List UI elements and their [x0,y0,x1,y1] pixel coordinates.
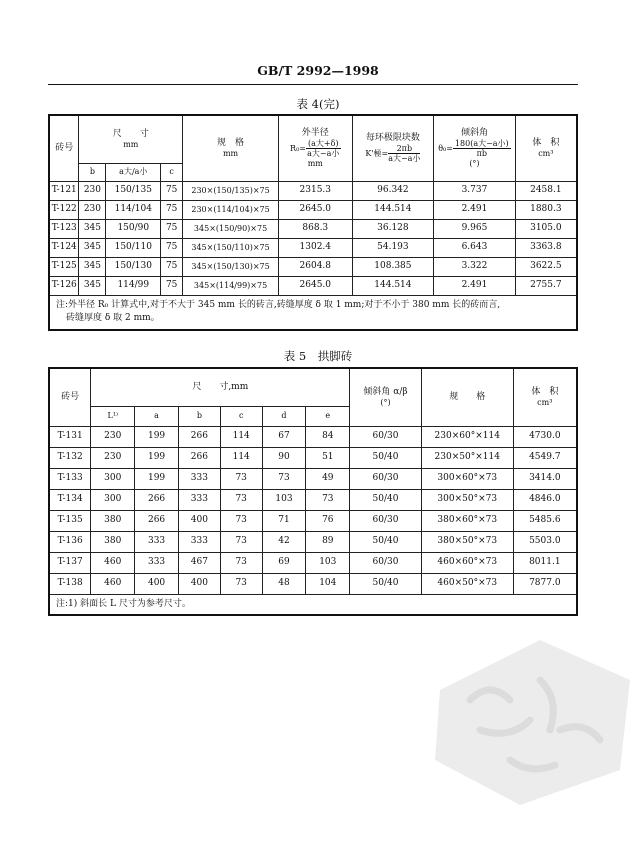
t4-h-blocks [352,115,434,181]
t5-h-angle-label: 倾斜角 α/β [363,387,408,398]
t5-cell-volume: 5485.6 [513,510,577,531]
t4-cell-outer-radius: 2604.8 [278,257,352,276]
table4-row [49,200,577,219]
t4-cell-a: 150/130 [106,257,161,276]
t5-cell-c: 114 [220,426,262,447]
t4-cell-a: 150/110 [106,238,161,257]
table5-row [49,468,577,489]
t5-cell-volume: 8011.1 [513,552,577,573]
t5-cell-e: 76 [306,510,350,531]
t5-cell-volume: 3414.0 [513,468,577,489]
t5-h-volume-label: 体 积 [531,387,559,398]
t4-cell-spec: 230×(150/135)×75 [183,181,279,200]
seal-shape [435,640,630,805]
t5-cell-volume: 7877.0 [513,573,577,594]
t4-cell-angle: 2.491 [434,200,516,219]
t5-cell-b: 467 [178,552,220,573]
table5-row [49,573,577,594]
t4-h-size-label: 尺 寸 [112,129,149,140]
table4-caption: 表 4(完) [296,97,340,111]
t4-cell-c: 75 [161,257,183,276]
t5-cell-spec: 300×50°×73 [421,489,513,510]
t5-cell-angle: 60/30 [350,510,422,531]
t4-cell-b: 230 [79,200,106,219]
t5-cell-d: 69 [262,552,306,573]
t5-cell-b: 266 [178,426,220,447]
t4-cell-a: 150/135 [106,181,161,200]
t5-cell-spec: 460×60°×73 [421,552,513,573]
t4-cell-brick-no: T-124 [49,238,79,257]
t5-cell-brick-no: T-136 [49,531,91,552]
t4-cell-brick-no: T-122 [49,200,79,219]
t5-cell-b: 400 [178,510,220,531]
t4-h-spec-unit: mm [222,148,239,158]
t4-h-a-formula-den: πb [476,149,487,159]
t5-cell-c: 73 [220,531,262,552]
t5-cell-d: 42 [262,531,306,552]
seal-watermark [420,620,636,810]
t4-h-volume [515,115,577,181]
t4-cell-blocks: 96.342 [352,181,434,200]
table5-row [49,426,577,447]
table5-caption: 表 5 拱脚砖 [283,349,353,363]
table4-note [49,295,577,330]
t4-cell-volume: 2755.7 [515,276,577,295]
t5-cell-a: 199 [135,426,179,447]
t4-cell-spec: 345×(150/90)×75 [183,219,279,238]
t5-cell-angle: 60/30 [350,426,422,447]
t4-h-angle-unit: (°) [469,158,480,168]
t5-cell-c: 73 [220,510,262,531]
t5-h-angle [350,368,422,426]
t5-h-spec: 规 格 [421,368,513,426]
t5-h-e: e [306,406,350,426]
t5-cell-L: 460 [91,552,135,573]
t4-cell-c: 75 [161,181,183,200]
table4-row [49,276,577,295]
t4-h-outer-radius [278,115,352,181]
table5-note: 注:1) 斜面长 L 尺寸为参考尺寸。 [49,594,577,615]
t4-cell-blocks: 144.514 [352,276,434,295]
t4-h-size-unit: mm [123,139,139,149]
table4-note-line2: 砖缝厚度 δ 取 2 mm。 [66,313,160,324]
t5-cell-brick-no: T-131 [49,426,91,447]
t4-h-r-formula-den: a大−a小 [307,149,340,159]
t5-cell-a: 333 [135,552,179,573]
t5-h-L: L¹⁾ [91,406,135,426]
t5-cell-spec: 460×50°×73 [421,573,513,594]
t5-cell-c: 73 [220,468,262,489]
t5-cell-c: 73 [220,552,262,573]
t4-h-a-formula-num: 180(a大−a小) [454,138,509,148]
t4-h-brick-no: 砖号 [49,115,79,181]
t5-cell-a: 199 [135,447,179,468]
t5-cell-e: 103 [306,552,350,573]
t4-cell-volume: 3363.8 [515,238,577,257]
t4-cell-c: 75 [161,219,183,238]
t5-cell-c: 73 [220,573,262,594]
t5-h-d: d [262,406,306,426]
t5-cell-L: 460 [91,573,135,594]
t4-cell-brick-no: T-121 [49,181,79,200]
t5-cell-volume: 4730.0 [513,426,577,447]
t4-h-volume-label: 体 积 [532,138,560,149]
t5-cell-d: 90 [262,447,306,468]
t5-cell-L: 380 [91,510,135,531]
t4-cell-volume: 3105.0 [515,219,577,238]
t4-cell-brick-no: T-126 [49,276,79,295]
t4-cell-c: 75 [161,238,183,257]
t5-cell-L: 380 [91,531,135,552]
t5-cell-angle: 50/40 [350,573,422,594]
t4-cell-c: 75 [161,200,183,219]
t5-cell-e: 89 [306,531,350,552]
t5-h-angle-unit: (°) [380,397,391,407]
t5-h-volume [513,368,577,426]
t4-h-outer-radius-unit: mm [307,158,323,168]
table5-row [49,510,577,531]
t4-cell-volume: 3622.5 [515,257,577,276]
t4-cell-a: 114/99 [106,276,161,295]
t5-h-b: b [178,406,220,426]
t4-cell-outer-radius: 2645.0 [278,276,352,295]
t5-cell-angle: 60/30 [350,552,422,573]
t4-h-spec-label: 规 格 [217,138,245,149]
t4-h-outer-radius-label: 外半径 [301,127,329,138]
t5-cell-brick-no: T-137 [49,552,91,573]
t5-cell-brick-no: T-138 [49,573,91,594]
t5-cell-d: 67 [262,426,306,447]
t4-cell-spec: 345×(150/110)×75 [183,238,279,257]
t4-cell-a: 150/90 [106,219,161,238]
t4-cell-brick-no: T-123 [49,219,79,238]
t4-h-spec [183,115,279,181]
t4-cell-outer-radius: 2645.0 [278,200,352,219]
t4-h-r-formula-num: (a大+δ) [307,138,339,148]
t4-cell-angle: 2.491 [434,276,516,295]
t4-cell-b: 230 [79,181,106,200]
t5-cell-brick-no: T-133 [49,468,91,489]
t5-cell-d: 48 [262,573,306,594]
table4-note-line1: 注:外半径 R₀ 计算式中,对于不大于 345 mm 长的砖言,砖缝厚度 δ 取 1 mm;对于不小于 380 mm 长的砖而言, [56,299,501,310]
t5-cell-volume: 4846.0 [513,489,577,510]
t5-cell-volume: 5503.0 [513,531,577,552]
t4-cell-b: 345 [79,257,106,276]
t4-h-angle-label: 倾斜角 [460,127,488,138]
t4-cell-c: 75 [161,276,183,295]
t5-cell-angle: 60/30 [350,468,422,489]
t4-h-a-formula-left: θ₀= [438,143,453,153]
table5-row [49,531,577,552]
t4-h-k-formula-left: K'極= [365,148,389,158]
t5-cell-e: 49 [306,468,350,489]
t5-cell-c: 114 [220,447,262,468]
t4-h-blocks-label: 每环极限块数 [365,132,420,143]
header-rule [48,84,578,85]
t4-cell-spec: 345×(114/99)×75 [183,276,279,295]
table4-row [49,219,577,238]
table4-row [49,238,577,257]
t5-h-c: c [220,406,262,426]
t4-h-c: c [161,163,183,181]
t5-cell-volume: 4549.7 [513,447,577,468]
t5-cell-b: 333 [178,468,220,489]
t5-cell-angle: 50/40 [350,531,422,552]
t5-cell-a: 266 [135,510,179,531]
t5-cell-L: 230 [91,426,135,447]
t5-cell-b: 400 [178,573,220,594]
t5-cell-spec: 380×60°×73 [421,510,513,531]
table4 [48,114,578,331]
t4-h-b: b [79,163,106,181]
t4-cell-a: 114/104 [106,200,161,219]
t4-cell-brick-no: T-125 [49,257,79,276]
t5-cell-L: 300 [91,489,135,510]
t4-cell-volume: 1880.3 [515,200,577,219]
t4-cell-spec: 230×(114/104)×75 [183,200,279,219]
t4-h-volume-unit: cm³ [538,148,554,158]
t5-cell-brick-no: T-135 [49,510,91,531]
t5-cell-d: 103 [262,489,306,510]
page-header: GB/T 2992—1998 [257,63,379,78]
t4-cell-b: 345 [79,219,106,238]
table5-row [49,552,577,573]
t4-h-k-formula-num: 2πb [388,144,420,155]
t5-cell-angle: 50/40 [350,489,422,510]
t4-cell-outer-radius: 868.3 [278,219,352,238]
t4-cell-outer-radius: 1302.4 [278,238,352,257]
t5-cell-a: 333 [135,531,179,552]
t5-cell-e: 73 [306,489,350,510]
t5-h-a: a [135,406,179,426]
t4-cell-angle: 9.965 [434,219,516,238]
t4-cell-outer-radius: 2315.3 [278,181,352,200]
t4-h-angle [434,115,516,181]
t4-h-r-formula-left: R₀= [290,143,306,153]
t5-cell-e: 84 [306,426,350,447]
t5-cell-L: 300 [91,468,135,489]
t4-cell-b: 345 [79,238,106,257]
t5-cell-b: 266 [178,447,220,468]
t4-cell-blocks: 108.385 [352,257,434,276]
t5-cell-b: 333 [178,489,220,510]
table5 [48,367,578,616]
t4-cell-angle: 6.643 [434,238,516,257]
t5-cell-c: 73 [220,489,262,510]
table4-row [49,257,577,276]
t5-cell-brick-no: T-134 [49,489,91,510]
t5-cell-a: 199 [135,468,179,489]
t4-cell-blocks: 36.128 [352,219,434,238]
t5-h-volume-unit: cm³ [537,397,553,407]
t5-cell-spec: 230×50°×114 [421,447,513,468]
t5-cell-e: 51 [306,447,350,468]
t4-cell-b: 345 [79,276,106,295]
t5-cell-d: 71 [262,510,306,531]
t4-cell-blocks: 144.514 [352,200,434,219]
t5-cell-spec: 230×60°×114 [421,426,513,447]
t4-cell-angle: 3.322 [434,257,516,276]
t5-cell-spec: 300×60°×73 [421,468,513,489]
t5-cell-a: 400 [135,573,179,594]
t5-cell-b: 333 [178,531,220,552]
t5-h-size: 尺 寸,mm [91,368,350,406]
t4-h-k-formula-den: a大−a小 [388,154,421,164]
t5-cell-d: 73 [262,468,306,489]
t4-h-size [79,115,183,163]
t4-cell-spec: 345×(150/130)×75 [183,257,279,276]
t4-cell-angle: 3.737 [434,181,516,200]
t4-cell-blocks: 54.193 [352,238,434,257]
t5-cell-spec: 380×50°×73 [421,531,513,552]
t5-cell-brick-no: T-132 [49,447,91,468]
t4-h-a: a大/a小 [106,163,161,181]
t5-cell-L: 230 [91,447,135,468]
t4-cell-volume: 2458.1 [515,181,577,200]
t5-h-brick-no: 砖号 [49,368,91,426]
t5-cell-e: 104 [306,573,350,594]
table5-row [49,489,577,510]
t5-cell-a: 266 [135,489,179,510]
t5-cell-angle: 50/40 [350,447,422,468]
table5-row [49,447,577,468]
table4-row [49,181,577,200]
